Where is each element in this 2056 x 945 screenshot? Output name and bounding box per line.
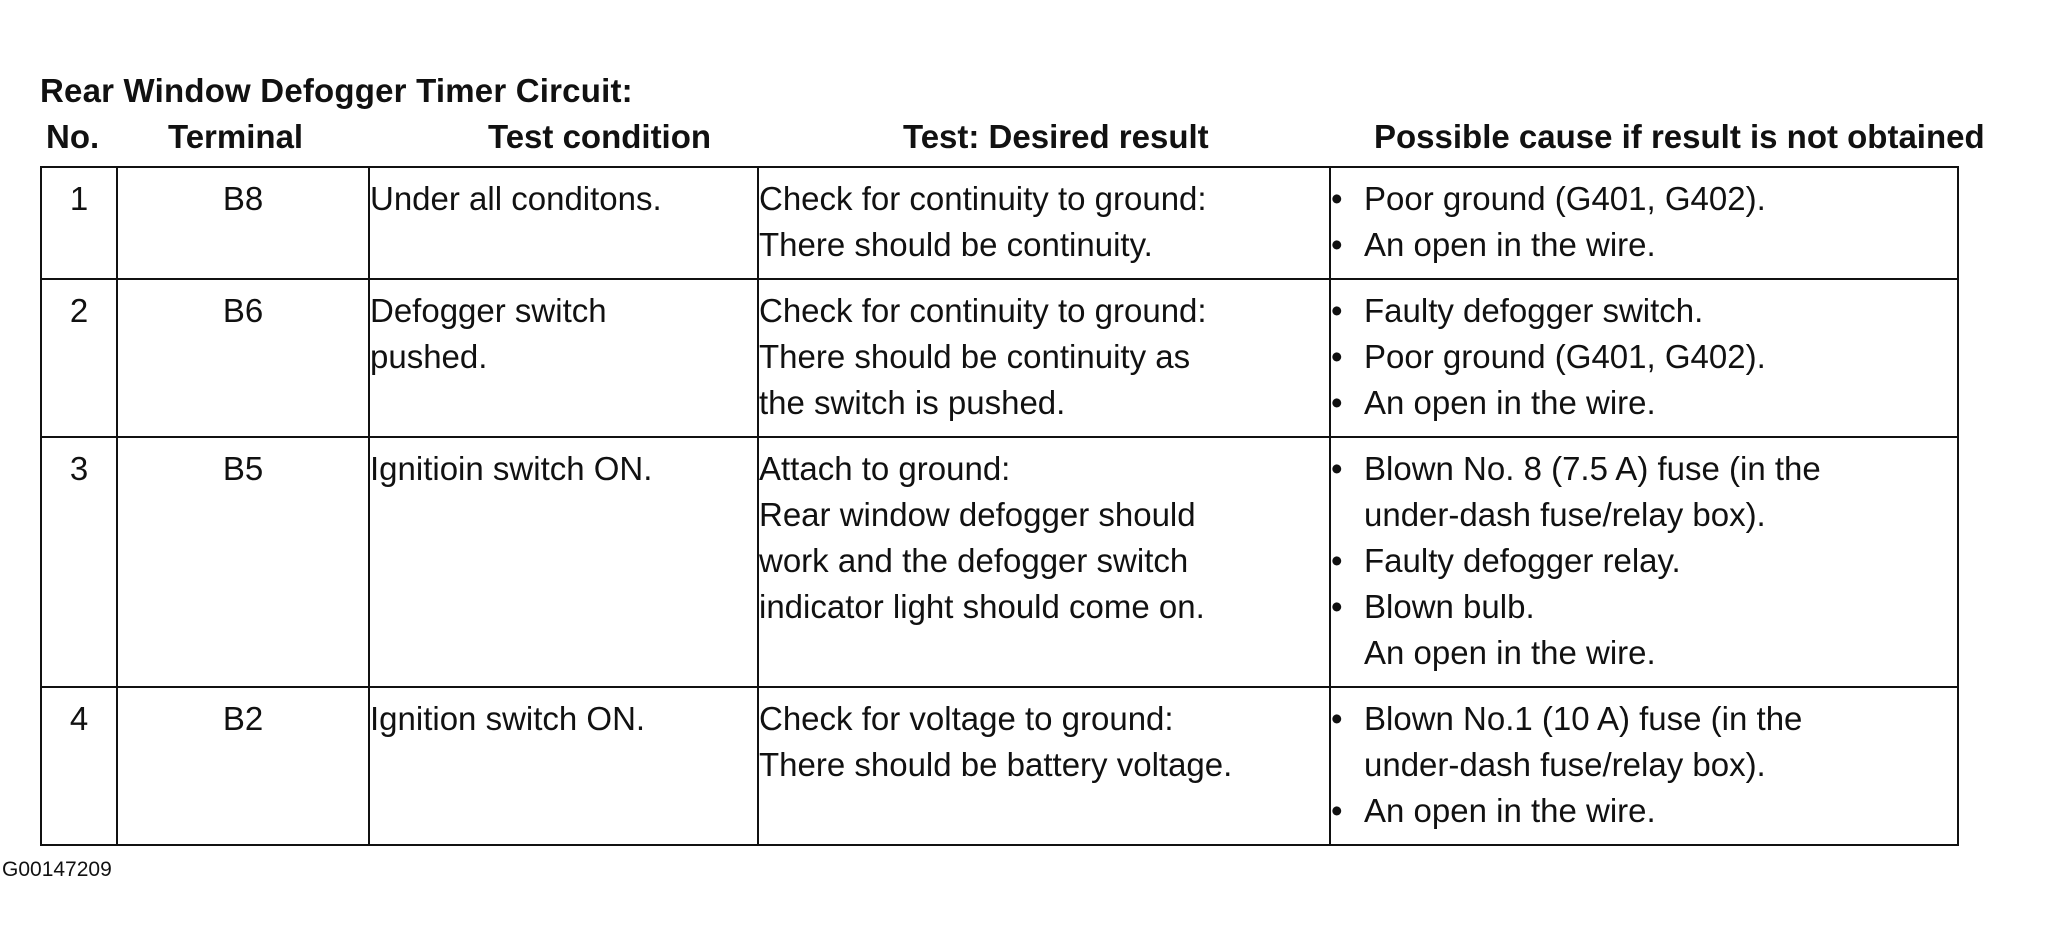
cell-terminal: B8 — [117, 167, 369, 279]
cell-test-condition — [369, 167, 758, 279]
result-line: There should be continuity as — [759, 338, 1191, 375]
cause-item: • Poor ground (G401, G402). — [1331, 334, 1957, 380]
table-row — [41, 167, 1958, 279]
cell-desired-result — [758, 437, 1330, 687]
cause-continuation: An open in the wire. — [1364, 634, 1656, 671]
cell-terminal: B2 — [117, 687, 369, 845]
result-line: There should be continuity. — [759, 226, 1153, 263]
condition-line: Under all conditons. — [370, 180, 662, 217]
result-line: Check for continuity to ground: — [759, 292, 1207, 329]
table-row — [41, 279, 1958, 437]
cell-possible-cause — [1330, 279, 1958, 437]
cause-item: • An open in the wire. — [1331, 222, 1957, 268]
condition-line: Ignitioin switch ON. — [370, 450, 653, 487]
header-possible-cause: Possible cause if result is not obtained — [1374, 118, 1985, 155]
cause-item: • Faulty defogger relay. — [1331, 538, 1957, 584]
result-line: indicator light should come on. — [759, 588, 1205, 625]
cause-item: • Poor ground (G401, G402). — [1331, 176, 1957, 222]
cell-desired-result — [758, 687, 1330, 845]
condition-line: Defogger switch — [370, 292, 607, 329]
cause-continuation: under-dash fuse/relay box). — [1364, 496, 1766, 533]
cell-desired-result — [758, 167, 1330, 279]
cell-no: 3 — [41, 437, 117, 687]
cell-test-condition — [369, 687, 758, 845]
cell-terminal: B5 — [117, 437, 369, 687]
cause-continuation: under-dash fuse/relay box). — [1364, 746, 1766, 783]
header-no: No. — [46, 118, 100, 155]
result-line: There should be battery voltage. — [759, 746, 1233, 783]
cell-test-condition — [369, 279, 758, 437]
cell-no: 4 — [41, 687, 117, 845]
result-line: Check for voltage to ground: — [759, 700, 1174, 737]
cell-possible-cause — [1330, 687, 1958, 845]
condition-line: Ignition switch ON. — [370, 700, 646, 737]
table-title: Rear Window Defogger Timer Circuit: — [40, 72, 633, 109]
result-line: the switch is pushed. — [759, 384, 1066, 421]
cause-item: • An open in the wire. — [1331, 788, 1957, 834]
result-line: Rear window defogger should — [759, 496, 1196, 533]
cell-possible-cause — [1330, 167, 1958, 279]
cause-item: • Blown No. 8 (7.5 A) fuse (in the — [1331, 446, 1957, 492]
result-line: Check for continuity to ground: — [759, 180, 1207, 217]
header-desired-result: Test: Desired result — [903, 118, 1209, 155]
header-test-condition: Test condition — [488, 118, 712, 155]
cell-terminal: B6 — [117, 279, 369, 437]
cell-no: 2 — [41, 279, 117, 437]
table-row — [41, 437, 1958, 687]
cause-item: • Blown No.1 (10 A) fuse (in the — [1331, 696, 1957, 742]
header-terminal: Terminal — [168, 118, 304, 155]
cell-desired-result — [758, 279, 1330, 437]
cell-test-condition — [369, 437, 758, 687]
test-table — [40, 166, 1959, 846]
figure-code: G00147209 — [2, 858, 112, 881]
cause-item: • An open in the wire. — [1331, 380, 1957, 426]
result-line: work and the defogger switch — [759, 542, 1189, 579]
condition-line: pushed. — [370, 338, 488, 375]
result-line: Attach to ground: — [759, 450, 1011, 487]
cell-possible-cause — [1330, 437, 1958, 687]
cell-no: 1 — [41, 167, 117, 279]
cause-item: • Blown bulb. — [1331, 584, 1957, 630]
cause-item: • Faulty defogger switch. — [1331, 288, 1957, 334]
table-row — [41, 687, 1958, 845]
